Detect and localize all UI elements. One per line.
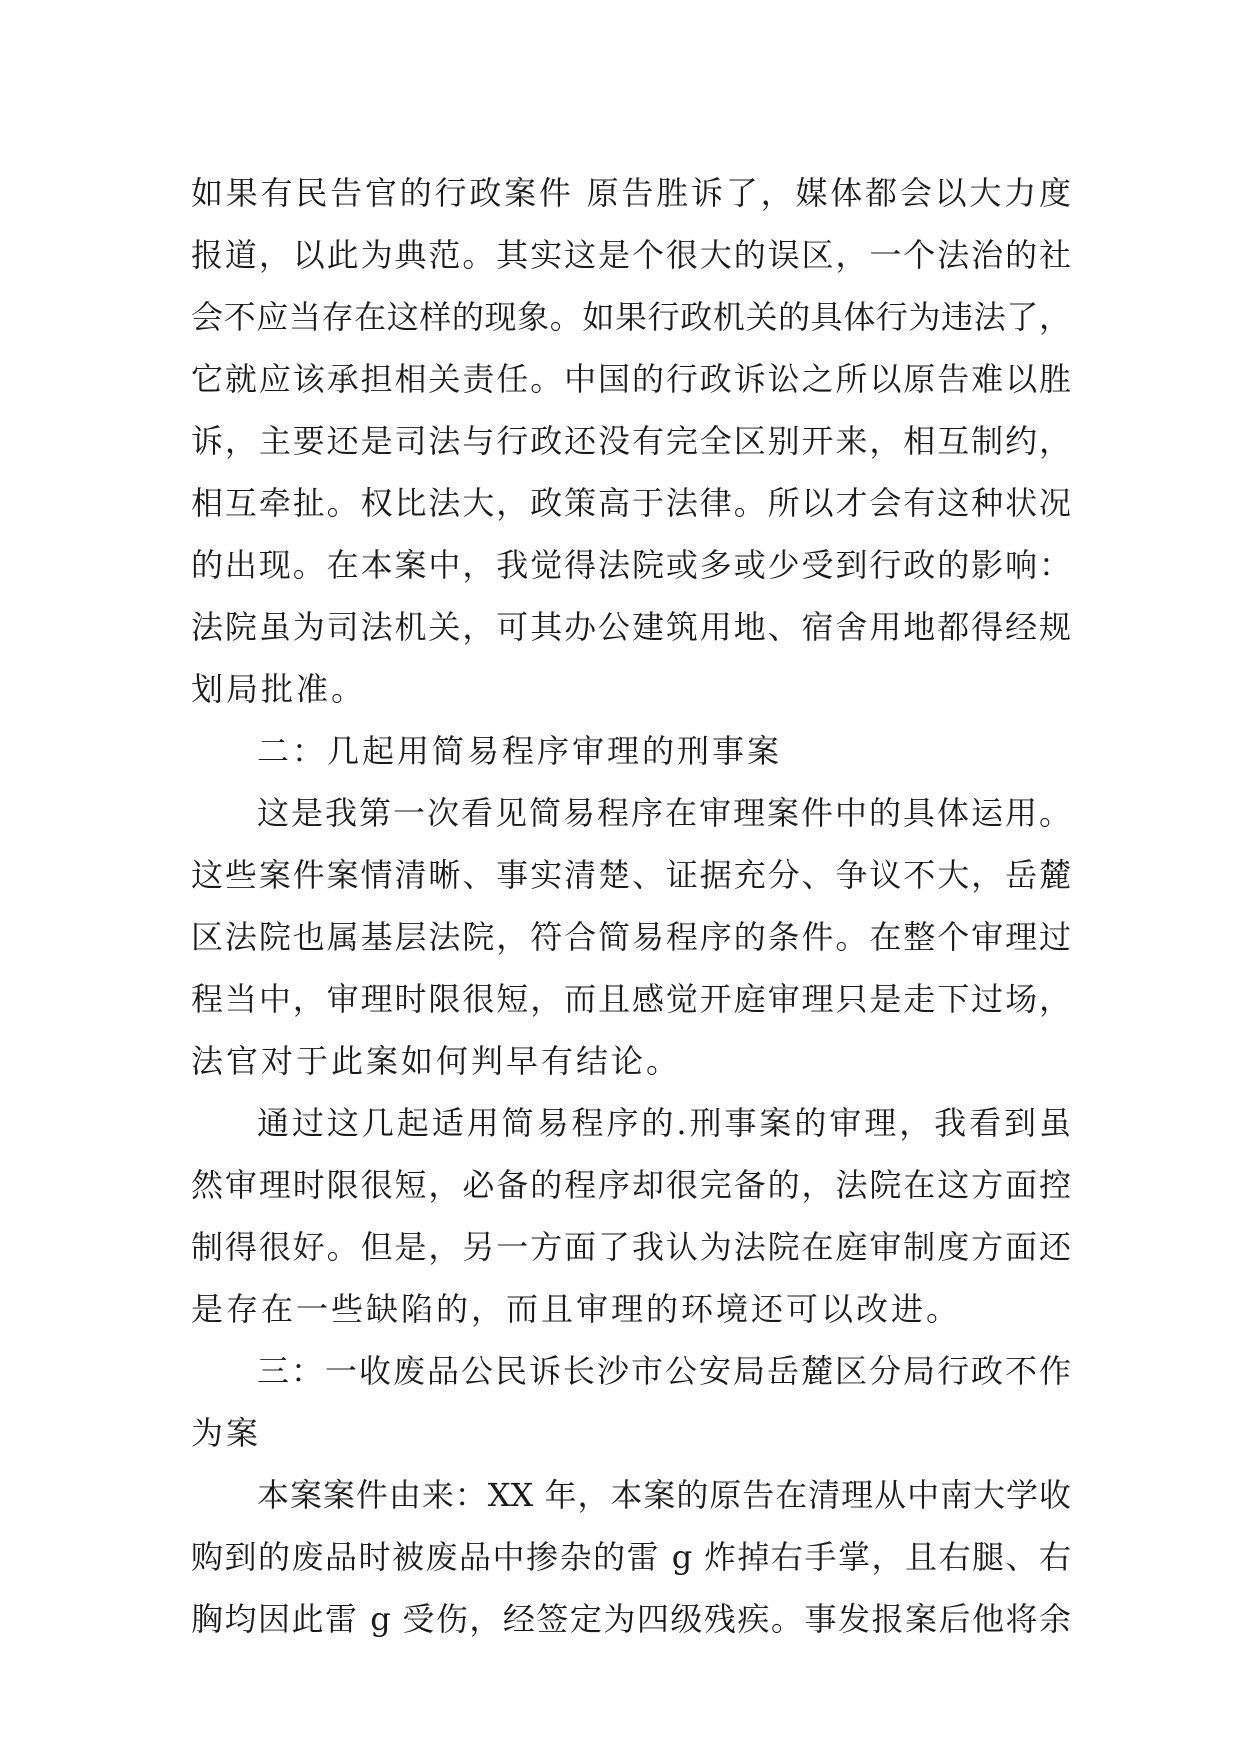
text-line: 区法院也属基层法院，符合简易程序的条件。在整个审理过: [191, 918, 1071, 956]
text-line: 程当中，审理时限很短，而且感觉开庭审理只是走下过场，: [191, 980, 1071, 1018]
text-line: 这是我第一次看见简易程序在审理案件中的具体运用。: [257, 794, 1071, 832]
text-line: 的出现。在本案中，我觉得法院或多或少受到行政的影响：: [191, 546, 1071, 584]
text-line: 相互牵扯。权比法大，政策高于法律。所以才会有这种状况: [191, 484, 1071, 522]
text-line: 法官对于此案如何判早有结论。: [191, 1042, 682, 1080]
text-line: 报道，以此为典范。其实这是个很大的误区，一个法治的社: [191, 236, 1071, 274]
text-line: 购到的废品时被废品中掺杂的雷 g 炸掉右手掌，且右腿、右: [191, 1538, 1071, 1576]
text-line: 法院虽为司法机关，可其办公建筑用地、宿舍用地都得经规: [191, 608, 1071, 646]
text-line: 它就应该承担相关责任。中国的行政诉讼之所以原告难以胜: [191, 360, 1071, 398]
section-heading: 二：几起用简易程序审理的刑事案: [257, 732, 783, 770]
text-line: 这些案件案情清晰、事实清楚、证据充分、争议不大，岳麓: [191, 856, 1071, 894]
text-line: 会不应当存在这样的现象。如果行政机关的具体行为违法了，: [191, 298, 1071, 336]
text-line: 划局批准。: [191, 670, 367, 708]
text-line: 制得很好。但是，另一方面了我认为法院在庭审制度方面还: [191, 1228, 1071, 1266]
text-line: 是存在一些缺陷的，而且审理的环境还可以改进。: [191, 1290, 962, 1328]
text-line: 然审理时限很短，必备的程序却很完备的，法院在这方面控: [191, 1166, 1071, 1204]
text-line: 通过这几起适用简易程序的.刑事案的审理，我看到虽: [257, 1104, 1071, 1142]
text-line: 如果有民告官的行政案件 原告胜诉了，媒体都会以大力度: [191, 174, 1071, 212]
document-body: [191, 162, 1071, 1650]
section-heading-continued: 为案: [191, 1414, 262, 1452]
text-line: 本案案件由来：XX 年，本案的原告在清理从中南大学收: [257, 1476, 1071, 1514]
text-line: 诉，主要还是司法与行政还没有完全区别开来，相互制约，: [191, 422, 1071, 460]
section-heading: 三：一收废品公民诉长沙市公安局岳麓区分局行政不作: [257, 1352, 1071, 1390]
text-line: 胸均因此雷 g 受伤，经签定为四级残疾。事发报案后他将余: [191, 1600, 1071, 1638]
